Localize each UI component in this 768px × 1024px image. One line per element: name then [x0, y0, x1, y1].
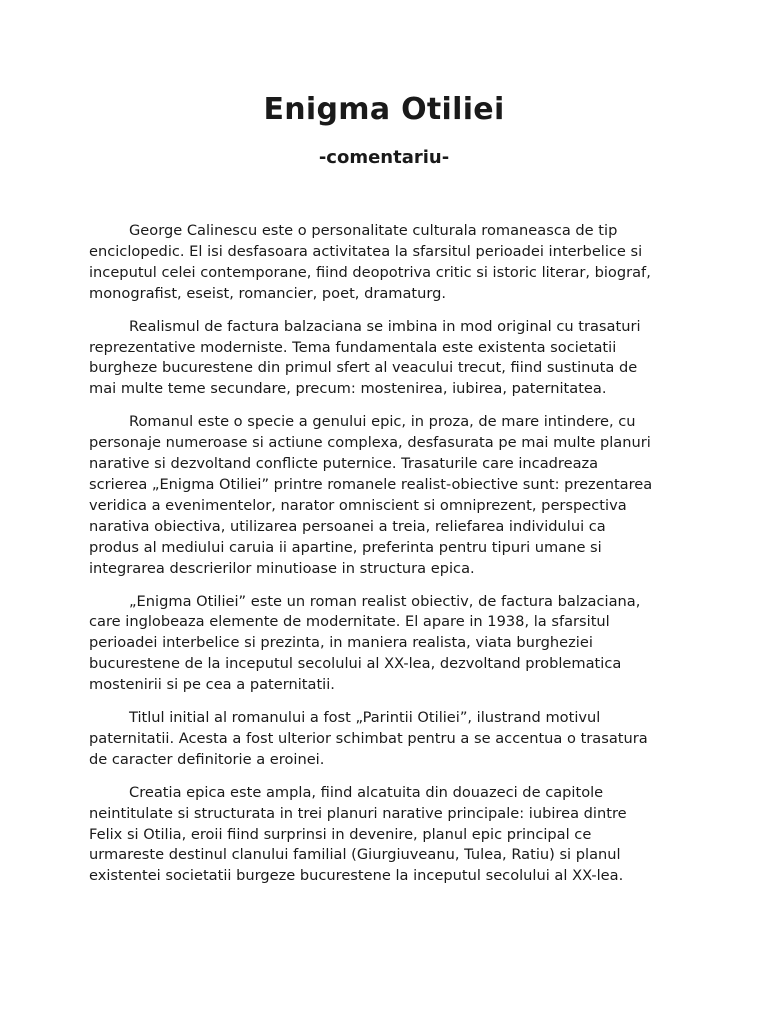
text-line: Felix si Otilia, eroii fiind surprinsi in devenire, planul epic principal ce [89, 825, 592, 843]
paragraph-5 [89, 708, 689, 771]
paragraph-3 [89, 412, 689, 579]
text-line: de caracter definitorie a eroinei. [89, 750, 325, 768]
text-line: veridica a evenimentelor, narator omniscient si omniprezent, perspectiva [89, 496, 627, 514]
text-line: Romanul este o specie a genului epic, in proza, de mare intindere, cu [129, 413, 636, 431]
text-line: paternitatii. Acesta a fost ulterior schimbat pentru a se accentua o trasatura [89, 729, 648, 747]
text-line: urmareste destinul clanului familial (Giurgiuveanu, Tulea, Ratiu) si planul [89, 846, 621, 864]
text-line: neintitulate si structurata in trei planuri narative principale: iubirea dintre [89, 804, 627, 822]
text-line: mostenirii si pe cea a paternitatii. [89, 676, 335, 694]
text-line: existentei societatii burgeze bucurestene la inceputul secolului al XX-lea. [89, 867, 624, 885]
text-line: Realismul de factura balzaciana se imbina in mod original cu trasaturi [129, 317, 641, 335]
text-line: integrarea descrierilor minutioase in structura epica. [89, 559, 475, 577]
text-line: bucurestene de la inceputul secolului al XX-lea, dezvoltand problematica [89, 655, 622, 673]
paragraph-2 [89, 317, 689, 401]
document-body [89, 221, 689, 899]
document-title: Enigma Otiliei [263, 92, 505, 127]
text-line: enciclopedic. El isi desfasoara activitatea la sfarsitul perioadei interbelice si [89, 242, 643, 260]
text-line: burgheze bucurestene din primul sfert al veacului trecut, fiind sustinuta de [89, 359, 638, 377]
paragraph-6 [89, 783, 689, 888]
text-line: mai multe teme secundare, precum: mostenirea, iubirea, paternitatea. [89, 380, 607, 398]
text-line: reprezentative moderniste. Tema fundamentala este existenta societatii [89, 338, 617, 356]
paragraph-1 [89, 221, 689, 305]
text-line: inceputul celei contemporane, fiind deopotriva critic si istoric literar, biograf, [89, 263, 651, 281]
text-line: narativa obiectiva, utilizarea persoanei a treia, reliefarea individului ca [89, 517, 606, 535]
text-line: personaje numeroase si actiune complexa, desfasurata pe mai multe planuri [89, 434, 651, 452]
text-line: care inglobeaza elemente de modernitate. El apare in 1938, la sfarsitul [89, 613, 610, 631]
text-line: Titlul initial al romanului a fost „Parintii Otiliei”, ilustrand motivul [129, 709, 601, 727]
paragraph-4 [89, 592, 689, 697]
text-line: Creatia epica este ampla, fiind alcatuita din douazeci de capitole [129, 783, 604, 801]
text-line: monografist, eseist, romancier, poet, dramaturg. [89, 284, 447, 302]
text-line: narative si dezvoltand conflicte puternice. Trasaturile care incadreaza [89, 455, 599, 473]
text-line: produs al mediului caruia ii apartine, preferinta pentru tipuri umane si [89, 538, 602, 556]
text-line: „Enigma Otiliei” este un roman realist obiectiv, de factura balzaciana, [129, 592, 641, 610]
document-subtitle: -comentariu- [318, 147, 450, 168]
text-line: scrierea „Enigma Otiliei” printre romanele realist-obiective sunt: prezentarea [89, 475, 653, 493]
text-line: George Calinescu este o personalitate culturala romaneasca de tip [129, 222, 618, 239]
text-line: perioadei interbelice si prezinta, in maniera realista, viata burgheziei [89, 634, 593, 652]
